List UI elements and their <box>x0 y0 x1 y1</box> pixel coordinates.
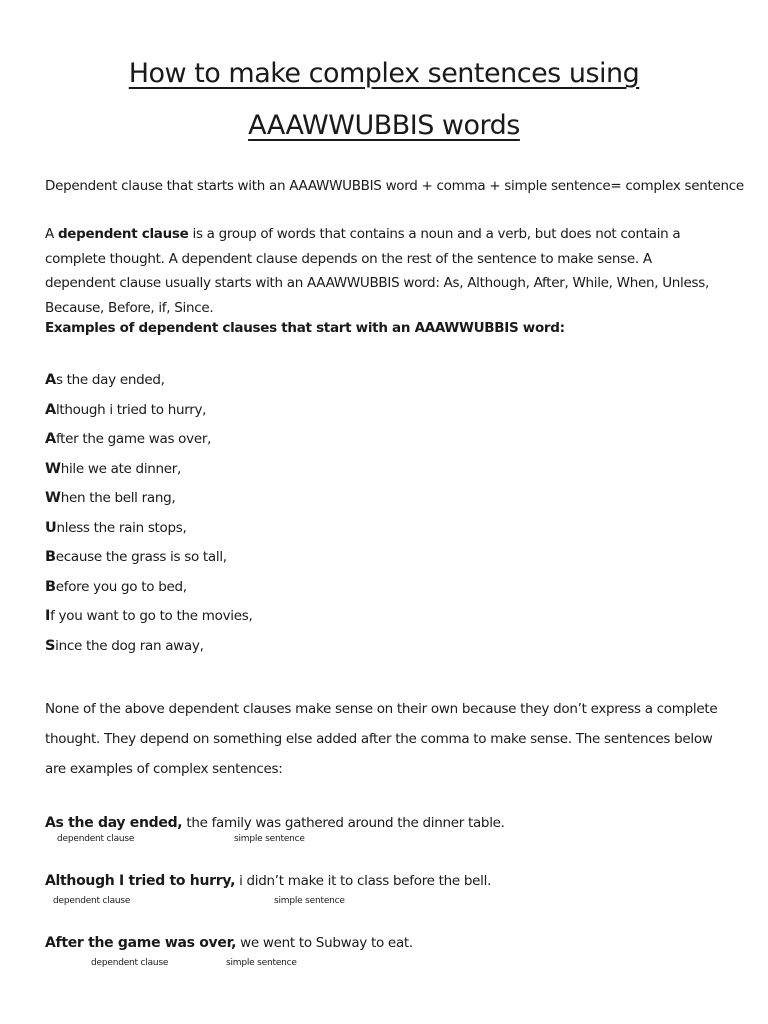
definition-term: dependent clause <box>57 226 189 242</box>
example-simple-sentence: we went to Subway to eat. <box>236 935 413 951</box>
title-line-1: How to make complex sentences using <box>128 58 640 89</box>
example-dependent-clause: After the game was over, <box>45 935 237 951</box>
complex-sentence-example <box>45 815 505 831</box>
dependent-clause-label: dependent clause <box>91 958 169 968</box>
definition-prefix: A <box>45 226 58 242</box>
example-dependent-clause: As the day ended, <box>45 815 183 831</box>
clause-item: As the day ended, <box>45 372 165 388</box>
dependent-clause-label: dependent clause <box>57 834 135 844</box>
clause-item: Since the dog ran away, <box>45 638 204 654</box>
clause-item: If you want to go to the movies, <box>45 608 253 624</box>
simple-sentence-label: simple sentence <box>234 834 305 844</box>
clause-item: While we ate dinner, <box>45 461 182 477</box>
explanation-paragraph: None of the above dependent clauses make sense on their own because they don’t express a complete thought. They depend on something else added after the comma to make sense. The sentences below are examples of complex sentences: <box>45 701 718 777</box>
examples-heading: Examples of dependent clauses that start with an AAAWWUBBIS word: <box>45 320 565 336</box>
clause-item: After the game was over, <box>45 431 212 447</box>
simple-sentence-label: simple sentence <box>226 958 297 968</box>
example-simple-sentence: the family was gathered around the dinner table. <box>182 815 505 831</box>
definition-text: is a group of words that contains a noun and a verb, but does not contain a complete thought. A dependent clause depends on the rest of the sentence to make sense. A dependent clause usually starts with an AAAWWUBBIS word: As, Although, After, While, When, Unless, Because, Before, if, Since. <box>45 226 709 316</box>
title-line-2: AAAWWUBBIS words <box>248 110 520 141</box>
clause-item: When the bell rang, <box>45 490 176 506</box>
clause-item: Although i tried to hurry, <box>45 402 207 418</box>
clause-item: Before you go to bed, <box>45 579 187 595</box>
simple-sentence-label: simple sentence <box>274 896 345 906</box>
dependent-clause-label: dependent clause <box>53 896 131 906</box>
example-dependent-clause: Although I tried to hurry, <box>45 873 236 889</box>
example-simple-sentence: i didn’t make it to class before the bell. <box>235 873 492 889</box>
definition-paragraph <box>45 222 725 320</box>
complex-sentence-example <box>45 935 413 951</box>
clause-item: Because the grass is so tall, <box>45 549 227 565</box>
clause-item: Unless the rain stops, <box>45 520 187 536</box>
complex-sentence-example <box>45 873 491 889</box>
formula-text: Dependent clause that starts with an AAAWWUBBIS word + comma + simple sentence= complex sentence <box>45 178 744 194</box>
